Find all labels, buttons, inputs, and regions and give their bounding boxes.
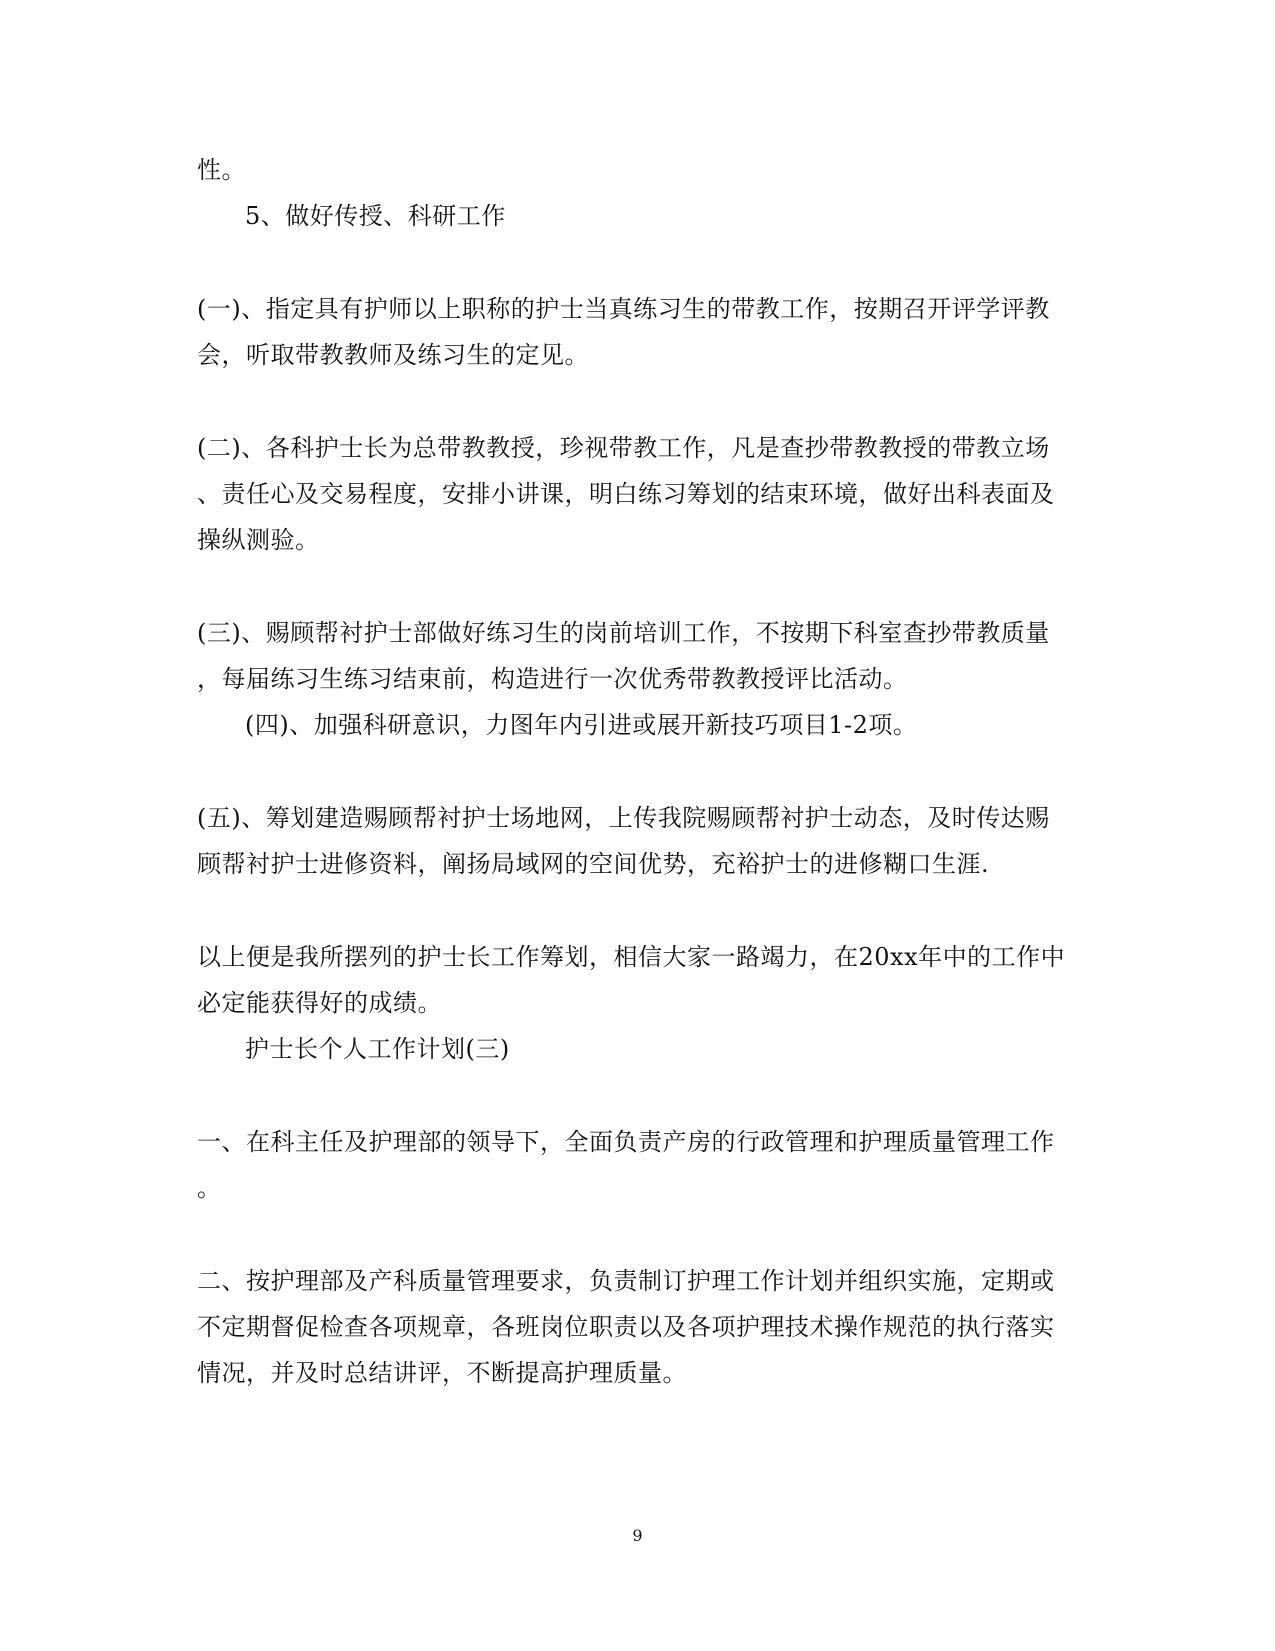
text-line: 操纵测验。 xyxy=(197,526,320,554)
text-line: 一、在科主任及护理部的领导下，全面负责产房的行政管理和护理质量管理工作 xyxy=(197,1128,1055,1156)
text-line: (四)、加强科研意识，力图年内引进或展开新技巧项目1-2项。 xyxy=(245,711,918,739)
text-line: 情况，并及时总结讲评，不断提高护理质量。 xyxy=(197,1359,687,1387)
text-line: 会，听取带教教师及练习生的定见。 xyxy=(197,341,589,369)
text-line: 以上便是我所摆列的护士长工作筹划，相信大家一路竭力，在20xx年中的工作中 xyxy=(197,943,1066,971)
section-heading: 5、做好传授、科研工作 xyxy=(245,202,506,230)
page-number: 9 xyxy=(632,1526,643,1545)
text-line: 不定期督促检查各项规章，各班岗位职责以及各项护理技术操作规范的执行落实 xyxy=(197,1313,1055,1341)
text-line: 性。 xyxy=(197,156,246,184)
text-line: (一)、指定具有护师以上职称的护士当真练习生的带教工作，按期召开评学评教 xyxy=(197,295,1050,323)
section-heading: 护士长个人工作计划(三) xyxy=(245,1035,510,1063)
text-line: (二)、各科护士长为总带教教授，珍视带教工作，凡是查抄带教教授的带教立场 xyxy=(197,434,1050,462)
text-line: 。 xyxy=(197,1174,222,1202)
text-line: 、责任心及交易程度，安排小讲课，明白练习筹划的结束环境，做好出科表面及 xyxy=(197,480,1055,508)
text-line: 二、按护理部及产科质量管理要求，负责制订护理工作计划并组织实施，定期或 xyxy=(197,1267,1055,1295)
text-line: 顾帮衬护士进修资料，阐扬局域网的空间优势，充裕护士的进修糊口生涯. xyxy=(197,850,990,878)
text-line: (五)、筹划建造赐顾帮衬护士场地网，上传我院赐顾帮衬护士动态，及时传达赐 xyxy=(197,804,1050,832)
text-line: (三)、赐顾帮衬护士部做好练习生的岗前培训工作，不按期下科室查抄带教质量 xyxy=(197,619,1050,647)
text-line: ，每届练习生练习结束前，构造进行一次优秀带教教授评比活动。 xyxy=(197,665,908,693)
text-line: 必定能获得好的成绩。 xyxy=(197,989,442,1017)
